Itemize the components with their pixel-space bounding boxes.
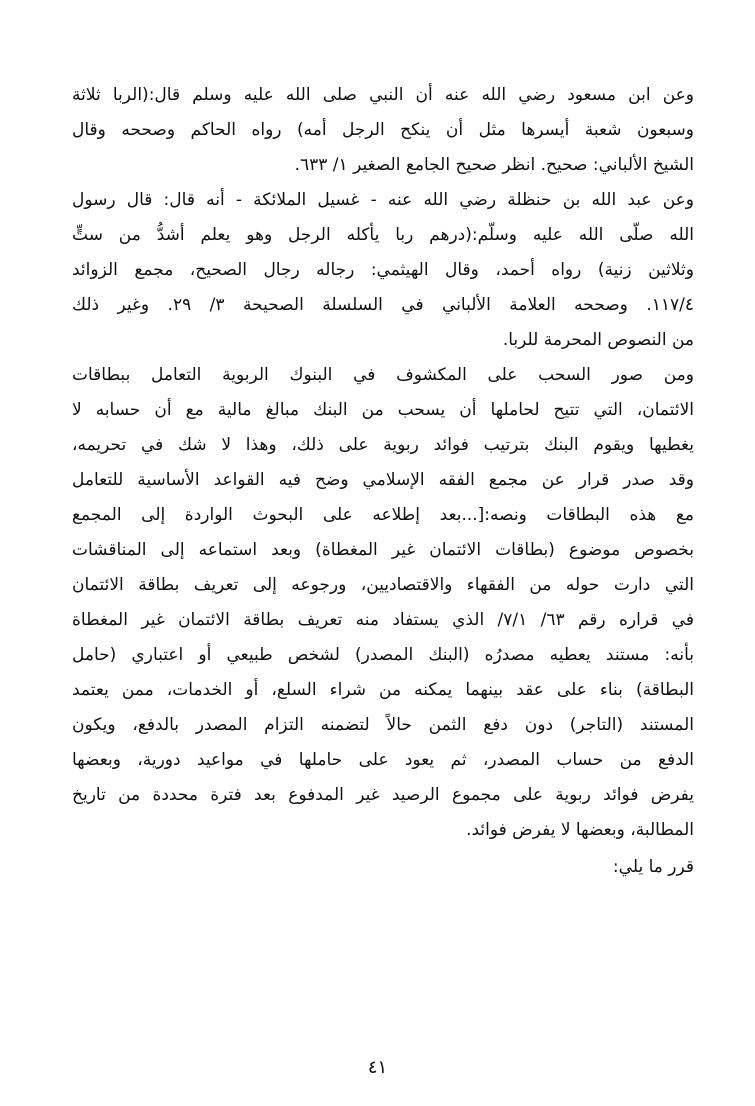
- text-line: وثلاثين زنية) رواه أحمد، وقال الهيثمي: رجاله رجال الصحيح، مجمع الزوائد: [72, 260, 694, 280]
- page-number: ٤١: [367, 1057, 388, 1078]
- text-line: البطاقة) بناء على عقد بينهما يمكنه من شراء السلع، أو الخدمات، ممن يعتمد: [72, 680, 694, 700]
- text-line: في قراره رقم ٦٣/ ٧/١/ الذي يستفاد منه تعريف بطاقة الائتمان غير المغطاة: [72, 610, 694, 630]
- text-line: الشيخ الألباني: صحيح. انظر صحيح الجامع الصغير ١/ ٦٣٣.: [294, 155, 694, 175]
- text-line: يغطيها ويقوم البنك بترتيب فوائد ربوية على ذلك، وهذا لا شك في تحريمه،: [72, 435, 694, 455]
- paragraph-ibn-masud-hadith: [72, 78, 694, 183]
- text-line: يفرض فوائد ربوية على مجموع الرصيد غير المدفوع بعد فترة محددة من تاريخ: [72, 785, 694, 805]
- text-line: المستند (التاجر) دون دفع الثمن حالاً لتضمنه التزام المصدر بالدفع، ويكون: [72, 715, 694, 735]
- text-line: الله صلّى الله عليه وسلّم:(درهم ربا يأكله الرجل وهو يعلم أشدُّ من ستٍّ: [72, 225, 694, 245]
- text-line: مع هذه البطاقات ونصه:[...بعد إطلاعه على البحوث الواردة إلى المجمع: [72, 505, 694, 525]
- text-line: ومن صور السحب على المكشوف في البنوك الربوية التعامل ببطاقات: [72, 365, 694, 385]
- page-body: [72, 78, 694, 885]
- text-line: من النصوص المحرمة للربا.: [502, 330, 694, 350]
- text-line: بخصوص موضوع (بطاقات الائتمان غير المغطاة) وبعد استماعه إلى المناقشات: [72, 540, 694, 560]
- text-line: التي دارت حوله من الفقهاء والاقتصاديين، ورجوعه إلى تعريف بطاقة الائتمان: [72, 575, 694, 595]
- resolution-heading: قرر ما يلي:: [612, 857, 694, 877]
- text-line: وسبعون شعبة أيسرها مثل أن ينكح الرجل أمه) رواه الحاكم وصححه وقال: [72, 120, 694, 140]
- text-line: ١١٧/٤. وصححه العلامة الألباني في السلسلة الصحيحة ٣/ ٢٩. وغير ذلك: [72, 295, 694, 315]
- paragraph-credit-cards-ruling: [72, 358, 694, 848]
- text-line: الدفع من حساب المصدر، ثم يعود على حاملها في مواعيد دورية، وبعضها: [72, 750, 694, 770]
- text-line: المطالبة، وبعضها لا يفرض فوائد.: [466, 820, 694, 840]
- text-line: وقد صدر قرار عن مجمع الفقه الإسلامي وضح فيه القواعد الأساسية للتعامل: [72, 470, 694, 490]
- text-line: الائتمان، التي تتيح لحاملها أن يسحب من البنك مبالغ مالية مع أن حسابه لا: [72, 400, 694, 420]
- paragraph-abdullah-bin-hanzala-hadith: [72, 183, 694, 358]
- text-line: وعن ابن مسعود رضي الله عنه أن النبي صلى الله عليه وسلم قال:(الربا ثلاثة: [72, 85, 694, 105]
- text-line: بأنه: مستند يعطيه مصدرُه (البنك المصدر) لشخص طبيعي أو اعتباري (حامل: [72, 645, 694, 665]
- text-line: وعن عبد الله بن حنظلة رضي الله عنه - غسيل الملائكة - أنه قال: قال رسول: [72, 190, 694, 210]
